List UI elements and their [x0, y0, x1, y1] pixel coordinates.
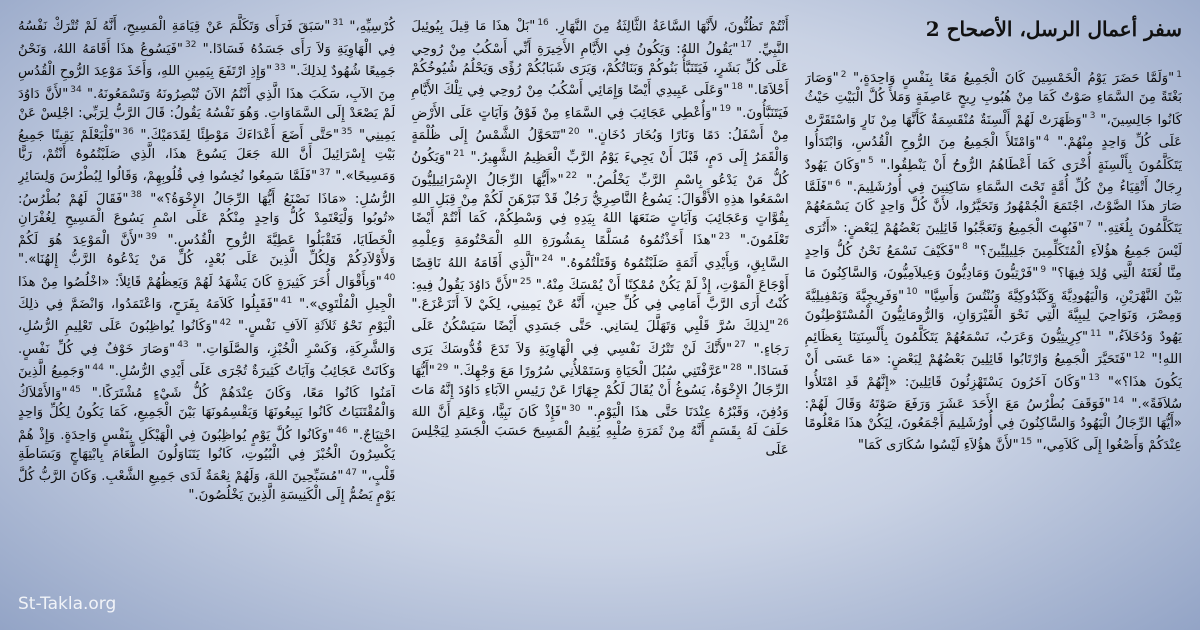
verse-text: "فَقَبِلُوا كَلاَمَهُ بِفَرَحٍ، وَاعْتَمَدُوا، وَانْضَمَّ فِي ذلِكَ الْيَوْمِ نَحْوُ ثَلاَثَةِ آلاَفِ نَفْسٍ.": [18, 296, 396, 335]
verse-text: "فَيَسُوعُ هذَا أَقَامَهُ اللهُ، وَنَحْنُ جَمِيعًا شُهُودٌ لِذلِكَ.": [18, 41, 396, 80]
verse-text: "وَفَرِيجِيَّةَ وَبَمْفِيلِيَّةَ وَمِصْرَ، وَنَوَاحِيَ لِيبِيَّةَ الَّتِي نَحْوَ الْقَيْرَوَانِ، وَالرُّومَانِيُّونَ الْمُسْتَوْطِنُونَ يَهُودٌ وَدُخَلاَءُ،": [804, 288, 1182, 345]
verse-number: 15: [1020, 437, 1033, 448]
verse-text: "فَوَقَفَ بُطْرُسُ مَعَ الأَحَدَ عَشَرَ وَرَفَعَ صَوْتَهُ وَقَالَ لَهُمْ: «أَيُّهَا الرِّجَالُ الْيَهُودُ وَالسَّاكِنُونَ فِي أُورُشَلِيمَ أَجْمَعُونَ، لِيَكُنْ هذَا مَعْلُومًا عِنْدَكُمْ وَأَصْغُوا إِلَى كَلاَمِي،": [804, 397, 1182, 454]
verse: [853, 71, 1182, 86]
verse-text: "وَلَمَّا حَضَرَ يَوْمُ الْخَمْسِينَ كَانَ الْجَمِيعُ مَعًا بِنَفْسٍ وَاحِدَةٍ،": [852, 71, 1175, 87]
verse-number: 30: [569, 404, 581, 415]
verse-number: 45: [69, 385, 81, 396]
verse-text: "فَتَحَيَّرَ الْجَمِيعُ وَارْتَابُوا قَائِلِينَ بَعْضُهُمْ لِبَعْضٍ: «مَا عَسَى أَنْ يَكُونَ هذَا؟»": [804, 352, 1182, 390]
verse-text: "وَعَلَى عَبِيدِي أَيْضًا وَإِمَائِي أَسْكُبُ مِنْ رُوحِي فِي تِلْكَ الأَيَّامِ فَيَتَنَبَّأُونَ.": [411, 83, 789, 121]
verse-text: "لأَنَّ دَاوُدَ يَقُولُ فِيهِ: كُنْتُ أَرَى الرَّبَّ أَمَامِي فِي كُلِّ حِينٍ، أَنَّهُ عَنْ يَمِينِي، لِكَيْ لاَ أَتَزَعْزَعَ.": [411, 277, 789, 312]
verse-text: "لأَنَّ هؤُلاَءِ لَيْسُوا سُكَارَى كَمَا": [857, 438, 1019, 454]
verse-number: 12: [1133, 350, 1146, 361]
verse-text: "وَكَانُوا كُلَّ يَوْمٍ يُواظِبُونَ فِي الْهَيْكَلِ بِنَفْسٍ وَاحِدَةٍ. وَإِذْ هُمْ يَكْسِرُونَ الْخُبْزَ فِي الْبُيُوتِ، كَانُوا يَتَنَاوَلُونَ الطَّعَامَ بِابْتِهَاجٍ وَبَسَاطَةِ قَلْبٍ،": [18, 427, 396, 485]
verse-number: 21: [453, 148, 465, 159]
verse-text: "وَيَكُونُ كُلُّ مَنْ يَدْعُو بِاسْمِ الرَّبِّ يَخْلُصُ.": [411, 150, 789, 188]
verse-number: 2: [840, 70, 847, 80]
verse-number: 1: [1176, 70, 1182, 80]
verse-number: 43: [177, 340, 189, 351]
verse-text: "فَلَمَّا سَمِعُوا نُخِسُوا فِي قُلُوبِهِمْ، وَقَالُوا لِبُطْرُسَ وَلِسَائِرِ الرُّسُلِ: «مَاذَا نَصْنَعُ أَيُّهَا الرِّجَالُ الإِخْوَةُ؟»": [18, 169, 396, 207]
verse-text: "وَإِذِ ارْتَفَعَ بِيَمِينِ اللهِ، وَأَخَذَ مَوْعِدَ الرُّوحِ الْقُدُسِ مِنَ الآبِ، سَكَبَ هذَا الَّذِي أَنْتُمُ الآنَ تُبْصِرُونَهُ وَتَسْمَعُونَهُ.": [18, 64, 396, 102]
column-body: [805, 66, 1182, 455]
verse-number: 23: [718, 231, 731, 242]
verse-number: 16: [537, 18, 549, 28]
verse-text: "تَتَحَوَّلُ الشَّمْسُ إِلَى ظُلْمَةٍ وَالْقَمَرُ إِلَى دَمٍ، قَبْلَ أَنْ يَجِيءَ يَوْمُ الرَّبِّ الْعَظِيمُ الشَّهِيرُ.": [411, 127, 789, 166]
verse-text: "فَلْيَعْلَمْ يَقِينًا جَمِيعُ بَيْتِ إِسْرَائِيلَ أَنَّ اللهَ جَعَلَ يَسُوعَ هذَا، الَّذِي صَلَبْتُمُوهُ أَنْتُمْ، رَبًّا وَمَسِيحًا».": [18, 127, 396, 185]
verse-text: "وَأُعْطِي عَجَائِبَ فِي السَّمَاءِ مِنْ فَوْقُ وَآيَاتٍ عَلَى الأَرْضِ مِنْ أَسْفَلُ: دَمًا وَنَارًا وَبُخَارَ دُخَانٍ.": [411, 105, 789, 143]
verse-text: "لأَنَّكَ لَنْ تَتْرُكَ نَفْسِي فِي الْهَاوِيَةِ وَلاَ تَدَعَ قُدُّوسَكَ يَرَى فَسَادًا.": [411, 341, 789, 380]
verse-number: 20: [568, 126, 580, 137]
verse-number: 26: [777, 317, 789, 328]
verse-number: 33: [274, 62, 286, 73]
verse-text: "وَالأَمْلاَكُ وَالْمُقْتَنَيَاتُ كَانُوا يَبِيعُونَهَا وَيَقْسِمُونَهَا بَيْنَ الْجَمِيعِ، كَمَا يَكُونُ لِكُلِّ وَاحِدٍ احْتِيَاجٌ.": [18, 386, 396, 443]
verse-number: 41: [280, 295, 293, 306]
verse-number: 37: [319, 167, 331, 178]
page-title: سفر أعمال الرسل، الأصحاح 2: [925, 17, 1182, 41]
verse-text: "وَصَارَ خَوْفٌ فِي كُلِّ نَفْسٍ. وَكَانَتْ عَجَائِبُ وَآيَاتٌ كَثِيرَةٌ تُجْرَى عَلَى أَيْدِي الرُّسُلِ.": [18, 341, 396, 380]
verse-number: 8: [962, 242, 968, 253]
verse-number: 18: [731, 81, 743, 92]
verse-text: "مُسَبِّحِينَ اللهَ، وَلَهُمْ نِعْمَةٌ لَدَى جَمِيعِ الشَّعْبِ. وَكَانَ الرَّبُّ كُلَّ يَوْمٍ يَضُمُّ إِلَى الْكَنِيسَةِ الَّذِينَ يَخْلُصُونَ.": [18, 469, 396, 504]
verse-text: "وَامْتَلأَ الْجَمِيعُ مِنَ الرُّوحِ الْقُدُسِ، وَابْتَدَأُوا يَتَكَلَّمُونَ بِأَلْسِنَةٍ أُخْرَى كَمَا أَعْطَاهُمُ الرُّوحُ أَنْ يَنْطِقُوا.": [804, 135, 1182, 173]
verse-number: 9: [1040, 264, 1047, 275]
verse-text: "وَكَانُوا يُواظِبُونَ عَلَى تَعْلِيمِ الرُّسُلِ، وَالشَّرِكَةِ، وَكَسْرِ الْخُبْزِ، وَالصَّلَوَاتِ.": [18, 319, 396, 357]
verse-text: "وَكَانَ آخَرُونَ يَسْتَهْزِئُونَ قَائِلِينَ: «إِنَّهُمْ قَدِ امْتَلأُوا سُلاَفَةً».": [804, 374, 1182, 413]
column-right: [805, 14, 1182, 616]
verse: [453, 364, 741, 379]
verse-number: 24: [541, 254, 554, 265]
verse-text: "لأَنَّ دَاوُدَ لَمْ يَصْعَدْ إِلَى السَّمَاوَاتِ. وَهُوَ نَفْسُهُ يَقُولُ: قَالَ الرَّبُّ لِرَبِّي: اجْلِسْ عَنْ يَمِينِي": [18, 86, 396, 143]
verse-text: "وَصَارَ بَغْتَةً مِنَ السَّمَاءِ صَوْتٌ كَمَا مِنْ هُبُوبِ رِيحٍ عَاصِفَةٍ وَمَلأَ كُلَّ الْبَيْتِ حَيْثُ كَانُوا جَالِسِينَ،": [804, 71, 1182, 128]
verse-text: "هذَا أَخَذْتُمُوهُ مُسَلَّمًا بِمَشُورَةِ اللهِ الْمَحْتُومَةِ وَعِلْمِهِ السَّابِقِ، وَبِأَيْدِي أَثَمَةٍ صَلَبْتُمُوهُ وَقَتَلْتُمُوهُ.": [411, 233, 789, 271]
verse-text: كُرْسِيِّهِ،": [349, 19, 396, 35]
verse: [555, 19, 789, 34]
verse-text: "«أَيُّهَا الرِّجَالُ الإِسْرَائِيلِيُّونَ اسْمَعُوا هذِهِ الأَقْوَالَ: يَسُوعُ النَّاصِرِيُّ رَجُلٌ قَدْ تَبَرْهَنَ لَكُمْ مِنْ قِبَلِ اللهِ بِقُوَّاتٍ وَعَجَائِبَ وَآيَاتٍ صَنَعَهَا اللهُ بِيَدِهِ فِي وَسْطِكُمْ، كَمَا أَنْتُمْ أَيْضًا تَعْلَمُونَ.": [411, 172, 789, 249]
verse-number: 6: [835, 178, 841, 189]
verse-text: أَنْتُمْ تَظُنُّونَ، لأَنَّهَا السَّاعَةُ الثَّالِثَةُ مِنَ النَّهَارِ.: [554, 19, 789, 35]
verse: [18, 469, 395, 503]
verse-number: 22: [565, 171, 578, 182]
column-body: [18, 14, 395, 505]
column-left: [18, 14, 395, 616]
verse-text: "سَبَقَ فَرَأَى وَتَكَلَّمَ عَنْ قِيَامَةِ الْمَسِيحِ، أَنَّهُ لَمْ تُتْرَكْ نَفْسُهُ فِي الْهَاوِيَةِ وَلاَ رَأَى جَسَدُهُ فَسَادًا.": [18, 19, 396, 57]
verse-text: "وَظَهَرَتْ لَهُمْ أَلْسِنَةٌ مُنْقَسِمَةٌ كَأَنَّهَا مِنْ نَارٍ وَاسْتَقَرَّتْ عَلَى كُلِّ وَاحِدٍ مِنْهُمْ.": [804, 112, 1182, 151]
document-page: [18, 14, 1182, 616]
verse-number: 35: [341, 126, 353, 137]
verse-text: "فَلَمَّا صَارَ هذَا الصَّوْتُ، اجْتَمَعَ الْجُمْهُورُ وَتَحَيَّرُوا، لأَنَّ كُلَّ وَاحِدٍ كَانَ يَسْمَعُهُمْ يَتَكَلَّمُونَ بِلُغَتِهِ.": [804, 179, 1182, 237]
verse-number: 27: [734, 340, 746, 351]
verse-text: "عَرَّفْتَنِي سُبُلَ الْحَيَاةِ وَسَتَمْلأُنِي سُرُورًا مَعَ وَجْهِكَ.": [453, 364, 729, 380]
verse-number: 11: [1090, 328, 1102, 339]
verse-number: 40: [383, 273, 396, 284]
verse-text: "بَلْ هذَا مَا قِيلَ بِيُوئِيلَ النَّبِيِّ.: [411, 19, 789, 57]
site-watermark: St-Takla.org: [18, 594, 117, 614]
verse-text: "أَيُّهَا الرِّجَالُ الإِخْوَةُ، يَسُوغُ أَنْ يُقَالَ لَكُمْ جِهَارًا عَنْ رَئِيسِ الآبَاءِ دَاوُدَ إِنَّهُ مَاتَ وَدُفِنَ، وَقَبْرُهُ عِنْدَنَا حَتَّى هذَا الْيَوْمِ.": [411, 364, 789, 421]
verse-number: 7: [1086, 219, 1092, 230]
verse-text: "حَتَّى أَضَعَ أَعْدَاءَكَ مَوْطِئًا لِقَدَمَيْكَ.": [140, 127, 340, 143]
verse-number: 44: [92, 362, 104, 373]
verse-number: 46: [336, 426, 348, 437]
verse: [140, 128, 352, 143]
verse-text: "وَبِأَقْوَال أُخَرَ كَثِيرَةٍ كَانَ يَشْهَدُ لَهُمْ وَيَعِظُهُمْ قَائِلاً: «اخْلُصُوا مِنْ هذَا الْجِيلِ الْمُلْتَوِي».": [18, 274, 396, 312]
verse-number: 38: [130, 190, 142, 201]
verse-number: 25: [519, 276, 532, 287]
verse-text: "لأَنَّ الْمَوْعِدَ هُوَ لَكُمْ وَلأَوْلاَدِكُمْ وَلِكُلِّ الَّذِينَ عَلَى بُعْدٍ، كُلِّ مَنْ يَدْعُوهُ الرَّبُّ إِلهُنَا».": [18, 233, 396, 268]
column-body: [411, 14, 788, 460]
verse-text: "فَبُهِتَ الْجَمِيعُ وَتَعَجَّبُوا قَائِلِينَ بَعْضُهُمْ لِبَعْضٍ: «أَتُرَى لَيْسَ جَمِيعُ هؤُلاَءِ الْمُتَكَلِّمِينَ جَلِيلِيِّينَ؟": [804, 221, 1182, 259]
verse-number: 36: [122, 126, 134, 137]
verse-number: 10: [906, 287, 918, 298]
verse: [858, 438, 1032, 453]
verse-number: 3: [1089, 111, 1096, 122]
verse-number: 19: [719, 104, 731, 115]
verse-text: "لِذلِكَ سُرَّ قَلْبِي وَتَهَلَّلَ لِسَانِي. حَتَّى جَسَدِي أَيْضًا سَيَسْكُنُ عَلَى رَجَاءٍ.": [411, 319, 789, 357]
verse-number: 5: [868, 156, 874, 167]
verse-text: "وَكَانَ يَهُودٌ رِجَالٌ أَتْقِيَاءُ مِنْ كُلِّ أُمَّةٍ تَحْتَ السَّمَاءِ سَاكِنِينَ فِي أُورُشَلِيمَ.": [804, 157, 1182, 195]
verse-text: "كِرِيتِيُّونَ وَعَرَبٌ، نَسْمَعُهُمْ يَتَكَلَّمُونَ بِأَلْسِنَتِنَا بِعَظَائِمِ اللهِ!": [804, 329, 1182, 368]
verse-number: 32: [185, 40, 197, 51]
verse: [349, 19, 395, 34]
verse-text: "فَإِذْ كَانَ نَبِيًّا، وَعَلِمَ أَنَّ اللهَ حَلَفَ لَهُ بِقَسَمٍ أَنَّهُ مِنْ ثَمَرَةِ صُلْبِهِ يُقِيمُ الْمَسِيحَ حَسَبَ الْجَسَدِ لِيَجْلِسَ عَلَى: [411, 405, 789, 459]
verse-text: "يَقُولُ اللهُ: وَيَكُونُ فِي الأَيَّامِ الأَخِيرَةِ أَنِّي أَسْكُبُ مِنْ رُوحِي عَلَى كُلِّ بَشَرٍ، فَيَتَنَبَّأُ بَنُوكُمْ وَبَنَاتُكُمْ، وَيَرَى شَبَابُكُمْ رُؤًى وَيَحْلُمُ شُيُوخُكُمْ أَحْلاَمًا.": [411, 41, 789, 99]
verse-number: 31: [332, 18, 344, 28]
verse-number: 29: [436, 362, 449, 373]
verse-text: "فَقَالَ لَهُمْ بُطْرُسُ: «تُوبُوا وَلْيَعْتَمِدْ كُلُّ وَاحِدٍ مِنْكُمْ عَلَى اسْمِ يَسُوعَ الْمَسِيحِ لِغُفْرَانِ الْخَطَايَا، فَتَقْبَلُوا عَطِيَّةَ الرُّوحِ الْقُدُسِ.": [18, 191, 396, 249]
verse-number: 13: [1088, 373, 1100, 384]
verse-text: "وَجَمِيعُ الَّذِينَ آمَنُوا كَانُوا مَعًا، وَكَانَ عِنْدَهُمْ كُلُّ شَيْءٍ مُشْتَرَكًا.": [18, 364, 396, 402]
verse-number: 34: [70, 85, 82, 96]
verse-text: "فَرْتِيُّونَ وَمَادِيُّونَ وَعِيلاَمِيُّونَ، وَالسَّاكِنُونَ مَا بَيْنَ النَّهْرَيْنِ، وَالْيَهُودِيَّةَ وَكَبَّدُوكِيَّةَ وَبُنْتُسَ وَأَسِيَّا": [804, 266, 1182, 304]
verse-number: 28: [730, 362, 742, 373]
verse-number: 39: [145, 231, 157, 242]
verse-number: 47: [345, 467, 357, 478]
verse-number: 42: [219, 317, 232, 328]
verse-number: 4: [1043, 133, 1050, 144]
verse-text: "فَكَيْفَ نَسْمَعُ نَحْنُ كُلُّ وَاحِدٍ مِنَّا لُغَتَهُ الَّتِي وُلِدَ فِيهَا؟": [804, 243, 1182, 282]
text-columns: [18, 14, 1182, 616]
verse-text: "اَلَّذِي أَقَامَهُ اللهُ نَاقِضًا أَوْجَاعَ الْمَوْتِ، إِذْ لَمْ يَكُنْ مُمْكِنًا أَنْ يُمْسَكَ مِنْهُ.": [411, 255, 789, 293]
verse-number: 17: [740, 40, 752, 51]
verse-number: 14: [1112, 395, 1125, 406]
column-middle: [411, 14, 788, 616]
